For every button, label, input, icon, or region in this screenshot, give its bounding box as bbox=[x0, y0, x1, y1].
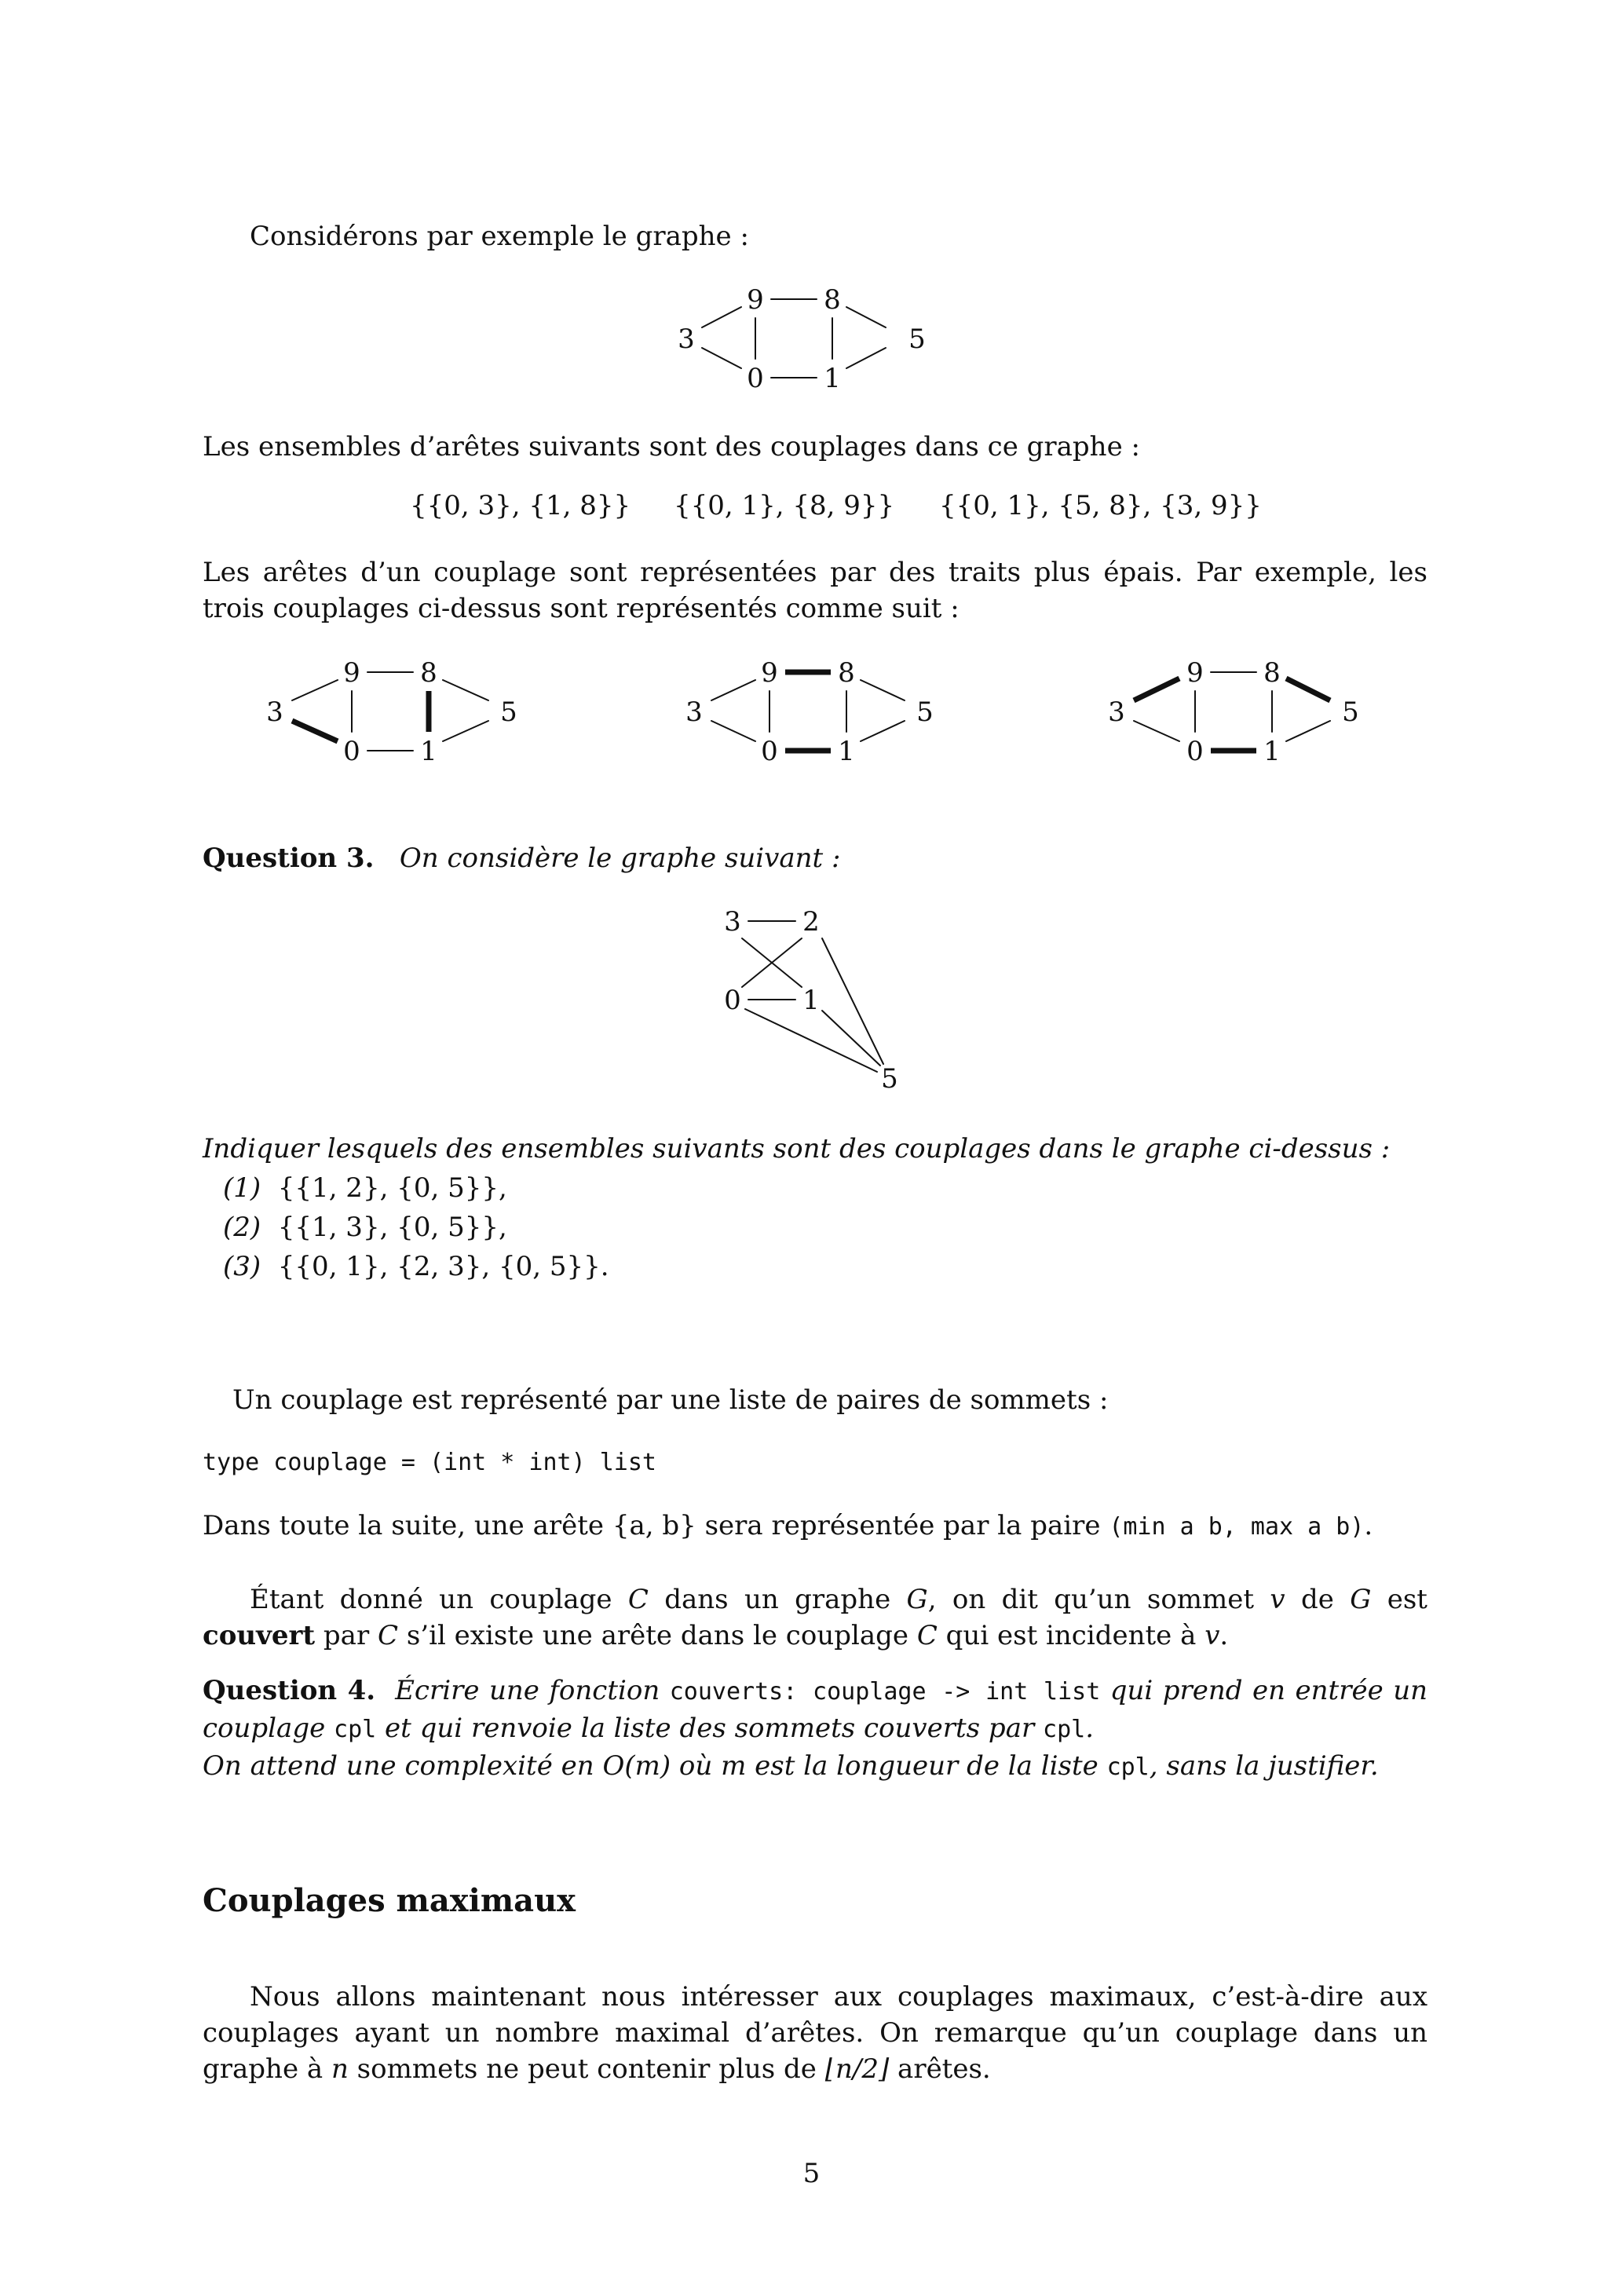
question-4-text-1: Écrire une fonction bbox=[395, 1675, 670, 1706]
closing-floor-expr: ⌊n/2⌋ bbox=[824, 2053, 890, 2085]
vertex-5: 5 bbox=[500, 696, 517, 728]
question-4-text-4: . bbox=[1085, 1713, 1095, 1744]
question-4-body bbox=[203, 1673, 1427, 1748]
edge-3-0 bbox=[711, 721, 755, 741]
couplage-repr-text: Un couplage est représenté par une liste de paires de sommets : bbox=[232, 1384, 1109, 1416]
closing-text-3: arêtes. bbox=[889, 2053, 991, 2085]
type-declaration: type couplage = (int * int) list bbox=[203, 1449, 656, 1476]
closing-paragraph bbox=[203, 1979, 1427, 2087]
vertex-1: 1 bbox=[420, 736, 437, 767]
matched-graph-1 bbox=[259, 652, 526, 770]
question-4 bbox=[203, 1673, 1427, 1786]
vertex-2: 2 bbox=[802, 906, 820, 938]
couvert-term: couvert bbox=[203, 1620, 316, 1651]
vertex-5: 5 bbox=[1342, 696, 1359, 728]
vertex-8: 8 bbox=[838, 657, 855, 689]
option-1-number: (1) bbox=[223, 1172, 261, 1204]
edge-3-0-thick bbox=[292, 721, 338, 741]
option-2 bbox=[223, 1208, 609, 1247]
vertex-5: 5 bbox=[916, 696, 934, 728]
couvert-def-text-2: dans un graphe bbox=[648, 1584, 907, 1615]
vertex-3: 3 bbox=[724, 906, 741, 938]
edge-1-5 bbox=[846, 348, 886, 368]
edge-3-9 bbox=[711, 680, 755, 700]
edge-3-0 bbox=[1134, 721, 1179, 741]
edge-2-5 bbox=[822, 938, 883, 1064]
couvert-def-v-1: v bbox=[1270, 1584, 1285, 1615]
couvert-def-text-5: est bbox=[1371, 1584, 1427, 1615]
vertex-8: 8 bbox=[1263, 657, 1281, 689]
edge-8-5-thick bbox=[1286, 678, 1330, 700]
vertex-1: 1 bbox=[802, 985, 820, 1016]
vertex-0: 0 bbox=[343, 736, 360, 767]
page-number: 5 bbox=[802, 2158, 821, 2189]
couvert-definition bbox=[203, 1581, 1427, 1654]
matching-2: {{0, 1}, {8, 9}} bbox=[674, 490, 895, 521]
intro-text: Considérons par exemple le graphe : bbox=[250, 221, 749, 252]
option-3-set: {{0, 1}, {2, 3}, {0, 5}}. bbox=[277, 1251, 609, 1282]
question-3-heading bbox=[203, 840, 1427, 876]
question-4-code-cpl-2: cpl bbox=[1043, 1716, 1086, 1743]
vertex-5: 5 bbox=[881, 1063, 898, 1095]
question-4-complexity-end: , sans la justifier. bbox=[1149, 1750, 1379, 1782]
vertex-1: 1 bbox=[824, 363, 841, 394]
couvert-def-text-8: qui est incidente à bbox=[937, 1620, 1205, 1651]
vertex-3: 3 bbox=[1108, 696, 1125, 728]
edge-3-0 bbox=[702, 348, 741, 368]
edge-repr-set: {a, b} bbox=[612, 1510, 696, 1541]
couvert-def-G-1: G bbox=[906, 1584, 928, 1615]
vertex-3: 3 bbox=[678, 324, 695, 355]
couvert-def-text-3: , on dit qu’un sommet bbox=[927, 1584, 1270, 1615]
option-1 bbox=[223, 1168, 609, 1208]
edge-repr-text bbox=[203, 1508, 1427, 1545]
matchings-intro: Les ensembles d’arêtes suivants sont des couplages dans ce graphe : bbox=[203, 431, 1140, 462]
vertex-9: 9 bbox=[1186, 657, 1204, 689]
vertex-9: 9 bbox=[343, 657, 360, 689]
couvert-def-text-6: par bbox=[315, 1620, 378, 1651]
edge-repr-pair: (min a b, max a b) bbox=[1109, 1513, 1365, 1541]
edge-8-5 bbox=[861, 680, 905, 700]
couvert-def-text-4: de bbox=[1285, 1584, 1351, 1615]
option-3 bbox=[223, 1247, 609, 1286]
question-4-complexity-text: On attend une complexité en O(m) où m est la longueur de la liste bbox=[203, 1750, 1107, 1782]
edge-1-5 bbox=[1286, 721, 1330, 741]
vertex-0: 0 bbox=[1186, 736, 1204, 767]
question-4-code-cpl-3: cpl bbox=[1106, 1753, 1150, 1781]
couvert-def-G-2: G bbox=[1350, 1584, 1372, 1615]
vertex-0: 0 bbox=[747, 363, 764, 394]
couvert-def-C-1: C bbox=[627, 1584, 649, 1615]
vertex-5: 5 bbox=[908, 324, 926, 355]
edge-8-5 bbox=[846, 307, 886, 327]
edge-3-9 bbox=[292, 680, 338, 700]
matched-graph-2 bbox=[675, 652, 942, 770]
question-4-text-3: et qui renvoie la liste des sommets couverts par bbox=[376, 1713, 1044, 1744]
option-2-number: (2) bbox=[223, 1212, 261, 1243]
question-4-signature: couverts: couplage -> int list bbox=[669, 1678, 1101, 1706]
question-3-instruction: Indiquer lesquels des ensembles suivants sont des couplages dans le graphe ci-dessus : bbox=[203, 1133, 1391, 1164]
vertex-3: 3 bbox=[266, 696, 283, 728]
edge-3-9 bbox=[702, 307, 741, 327]
edge-repr-middle: sera représentée par la paire bbox=[696, 1510, 1109, 1541]
matching-1: {{0, 3}, {1, 8}} bbox=[410, 490, 631, 521]
question-4-complexity bbox=[203, 1748, 1427, 1786]
section-title: Couplages maximaux bbox=[203, 1882, 576, 1919]
couvert-def-C-3: C bbox=[916, 1620, 938, 1651]
vertex-1: 1 bbox=[838, 736, 855, 767]
matched-graph-3 bbox=[1093, 652, 1360, 770]
question-4-code-cpl-1: cpl bbox=[334, 1716, 377, 1743]
vertex-3: 3 bbox=[685, 696, 703, 728]
question-4-text-2: qui prend en entrée un couplage bbox=[203, 1675, 1427, 1744]
vertex-9: 9 bbox=[747, 284, 764, 316]
question-3-options bbox=[223, 1168, 609, 1286]
closing-text-2: sommets ne peut contenir plus de bbox=[348, 2053, 825, 2085]
couvert-def-C-2: C bbox=[378, 1620, 399, 1651]
vertex-0: 0 bbox=[724, 985, 741, 1016]
question-3-graph bbox=[711, 899, 915, 1103]
edge-repr-after: . bbox=[1364, 1510, 1373, 1541]
edge-1-5 bbox=[443, 721, 488, 741]
option-1-set: {{1, 2}, {0, 5}}, bbox=[277, 1172, 507, 1204]
edge-repr-before: Dans toute la suite, une arête bbox=[203, 1510, 612, 1541]
couvert-def-v-2: v bbox=[1204, 1620, 1220, 1651]
option-2-set: {{1, 3}, {0, 5}}, bbox=[277, 1212, 507, 1243]
closing-text-1: Nous allons maintenant nous intéresser aux couplages maximaux, c’est-à-dire aux couplages ayant un nombre maximal d’arêtes. On remarque qu’un couplage dans un graphe à bbox=[203, 1981, 1427, 2085]
example-graph bbox=[675, 279, 942, 397]
vertex-1: 1 bbox=[1263, 736, 1281, 767]
closing-n: n bbox=[331, 2053, 349, 2085]
matching-3: {{0, 1}, {5, 8}, {3, 9}} bbox=[939, 490, 1262, 521]
edge-8-5 bbox=[443, 680, 488, 700]
edge-3-9-thick bbox=[1134, 678, 1179, 700]
vertex-9: 9 bbox=[761, 657, 778, 689]
question-4-label: Question 4. bbox=[203, 1675, 376, 1706]
couvert-def-text-1: Étant donné un couplage bbox=[250, 1584, 628, 1615]
option-3-number: (3) bbox=[223, 1251, 261, 1282]
representation-text: Les arêtes d’un couplage sont représentées par des traits plus épais. Par exemple, les trois couplages ci-dessus sont représentés comme suit : bbox=[203, 557, 1427, 624]
couvert-def-text-9: . bbox=[1219, 1620, 1229, 1651]
question-3-label: Question 3. bbox=[203, 843, 375, 874]
edge-1-5 bbox=[861, 721, 905, 741]
vertex-0: 0 bbox=[761, 736, 778, 767]
vertex-8: 8 bbox=[420, 657, 437, 689]
question-3-prompt: On considère le graphe suivant : bbox=[399, 843, 841, 874]
edge-0-5 bbox=[745, 1009, 877, 1072]
vertex-8: 8 bbox=[824, 284, 841, 316]
couvert-def-text-7: s’il existe une arête dans le couplage bbox=[398, 1620, 917, 1651]
